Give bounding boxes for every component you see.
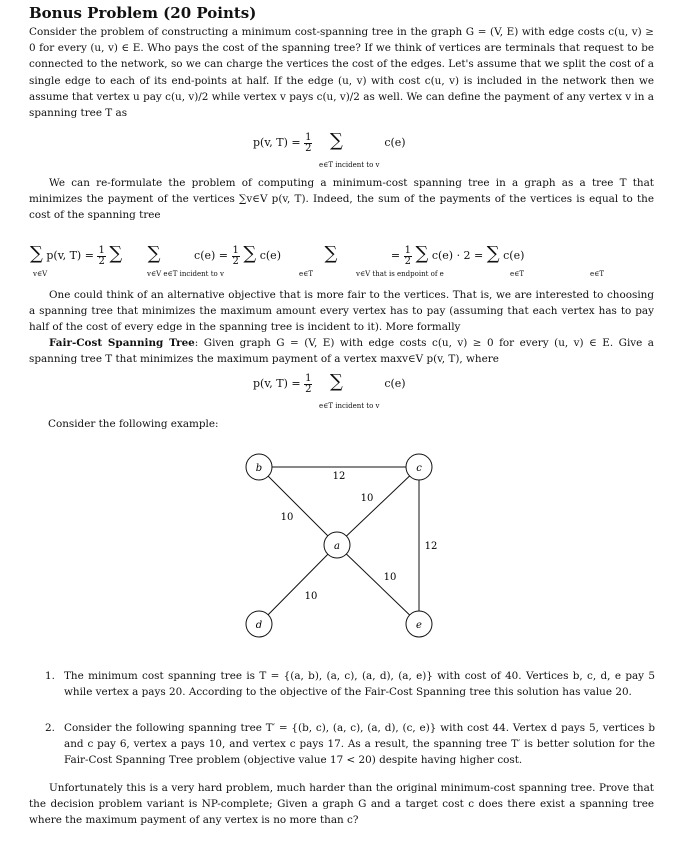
equation-payment [253, 132, 406, 154]
node-c-label: c [416, 463, 422, 474]
item-1-number: 1. [45, 670, 55, 682]
eq3-subscript: e∈T incident to v [319, 402, 380, 410]
eq2-sigma-3: ∑ [147, 243, 161, 264]
eq2-sub-et: e∈T [299, 270, 313, 278]
weight-ab: 10 [280, 512, 294, 523]
weight-ce: 12 [424, 541, 438, 552]
eq3-sigma: ∑ [329, 371, 343, 392]
weight-ad: 10 [304, 591, 318, 602]
eq2-sigma-7: ∑ [486, 243, 500, 264]
eq2-c2: c(e) [259, 249, 281, 262]
eq2-c1: c(e) = [194, 249, 228, 262]
eq2-sub-vv: v∈V e∈T incident to v [147, 270, 224, 278]
edge-ab [259, 467, 337, 545]
conclusion-paragraph: Unfortunately this is a very hard problem, much harder than the original minimum-cost spanning tree. Prove that the decision problem variant is NP-complete; Given a graph G and a target cost c does there exist a spanning tree where the maximum payment of any vertex is no more than c? [29, 782, 654, 827]
problem-title: Bonus Problem (20 Points) [29, 4, 257, 22]
eq2-sigma-2: ∑ [109, 243, 123, 264]
eq2-c5: c(e) [503, 249, 525, 262]
eq2-sub-et3: e∈T [590, 270, 604, 278]
fct-bold-label: Fair-Cost Spanning Tree [49, 337, 195, 349]
edge-ac [337, 467, 419, 545]
node-a [324, 532, 350, 558]
edge-ae [337, 545, 419, 624]
item-1-text: The minimum cost spanning tree is T = {(a, b), (a, c), (a, d), (a, e)} with cost of 40. Vertices b, c, d, e pay 5 while vertex a pays 20. According to the objective of the Fair-Cost Spanning tree this solution has value 20. [64, 670, 655, 698]
eq2-sub-end: v∈V that is endpoint of e [356, 270, 444, 278]
eq3-lhs: p(v, T) = [253, 377, 301, 390]
eq1-sigma: ∑ [329, 130, 343, 151]
weight-ac: 10 [360, 493, 374, 504]
node-a-label: a [334, 541, 340, 552]
eq1-half: $\frac{1}{2}$ [305, 131, 312, 154]
node-b [246, 454, 272, 480]
eq1-lhs: p(v, T) = [253, 136, 301, 149]
eq2-half-2: $\frac{1}{2}$ [232, 244, 239, 267]
eq2-p-term: p(v, T) = [46, 249, 94, 262]
node-d [246, 611, 272, 637]
eq2-sigma-5: ∑ [324, 243, 338, 264]
eq2-c3: = [390, 249, 404, 262]
weight-bc: 12 [332, 471, 346, 482]
node-b-label: b [255, 463, 263, 474]
alternative-paragraph: One could think of an alternative objective that is more fair to the vertices. That is, we are interested to choosing a spanning tree that minimizes the maximum amount every vertex has to pay (assuming that each vertex has to pay half of the cost of every edge in the spanning tree is incident to it). More formally [29, 289, 654, 334]
eq2-half-3: $\frac{1}{2}$ [404, 244, 411, 267]
eq2-sigma-1: ∑ [30, 243, 43, 264]
eq1-term: c(e) [384, 136, 406, 149]
eq2-half-1: $\frac{1}{2}$ [98, 244, 105, 267]
node-d-label: d [255, 620, 263, 631]
reformulate-paragraph: We can re-formulate the problem of computing a minimum-cost spanning tree in a graph as a tree T that minimizes the payment of the vertices ∑v∈V p(v, T). Indeed, the sum of the payments of the vertices is equal to the cost of the spanning tree [29, 177, 654, 222]
eq2-sub-et2: e∈T [510, 270, 524, 278]
example-intro: Consider the following example: [48, 418, 219, 430]
example-graph [0, 440, 678, 650]
weight-ae: 10 [383, 572, 397, 583]
eq2-sigma-4: ∑ [243, 243, 257, 264]
fct-definition: Fair-Cost Spanning Tree: Given graph G = (V, E) with edge costs c(u, v) ≥ 0 for every (u, v) ∈ E. Give a spanning tree T that minimizes the maximum payment of a vertex maxv∈V p(v, T), where [29, 337, 654, 366]
node-c [406, 454, 432, 480]
eq3-half: $\frac{1}{2}$ [305, 372, 312, 395]
eq2-c4: c(e) · 2 = [431, 249, 484, 262]
eq2-sigma-6: ∑ [415, 243, 429, 264]
eq3-term: c(e) [384, 377, 406, 390]
intro-paragraph: Consider the problem of constructing a minimum cost-spanning tree in the graph G = (V, E) with edge costs c(u, v) ≥ 0 for every (u, v) ∈ E. Who pays the cost of the spanning tree? If we think of vertices are terminals that request to be connected to the network, so we can charge the vertices the cost of the edges. Let's assume that we split the cost of a single edge to each of its end-points at half. If the edge (u, v) with cost c(u, v) is included in the network then we assume that vertex u pay c(u, v)/2 while vertex v pays c(u, v)/2 as well. We can define the payment of any vertex v in a spanning tree T as [29, 26, 654, 120]
eq1-subscript: e∈T incident to v [319, 161, 380, 169]
node-e-label: e [416, 620, 422, 631]
item-2-number: 2. [45, 722, 55, 734]
equation-fair-payment [253, 373, 406, 395]
edge-ad [259, 545, 337, 624]
item-2-text: Consider the following spanning tree T′ = {(b, c), (a, c), (a, d), (c, e)} with cost 44. Vertex d pays 5, vertices b and c pay 6, vertex a pays 10, and vertex c pays 17. As a result, the spanning tree T′ is better solution for the Fair-Cost Spanning Tree problem (objective value 17 < 20) despite having higher cost. [64, 722, 655, 766]
node-e [406, 611, 432, 637]
equation-sum [30, 245, 524, 267]
eq2-sub-v: v∈V [33, 270, 48, 278]
